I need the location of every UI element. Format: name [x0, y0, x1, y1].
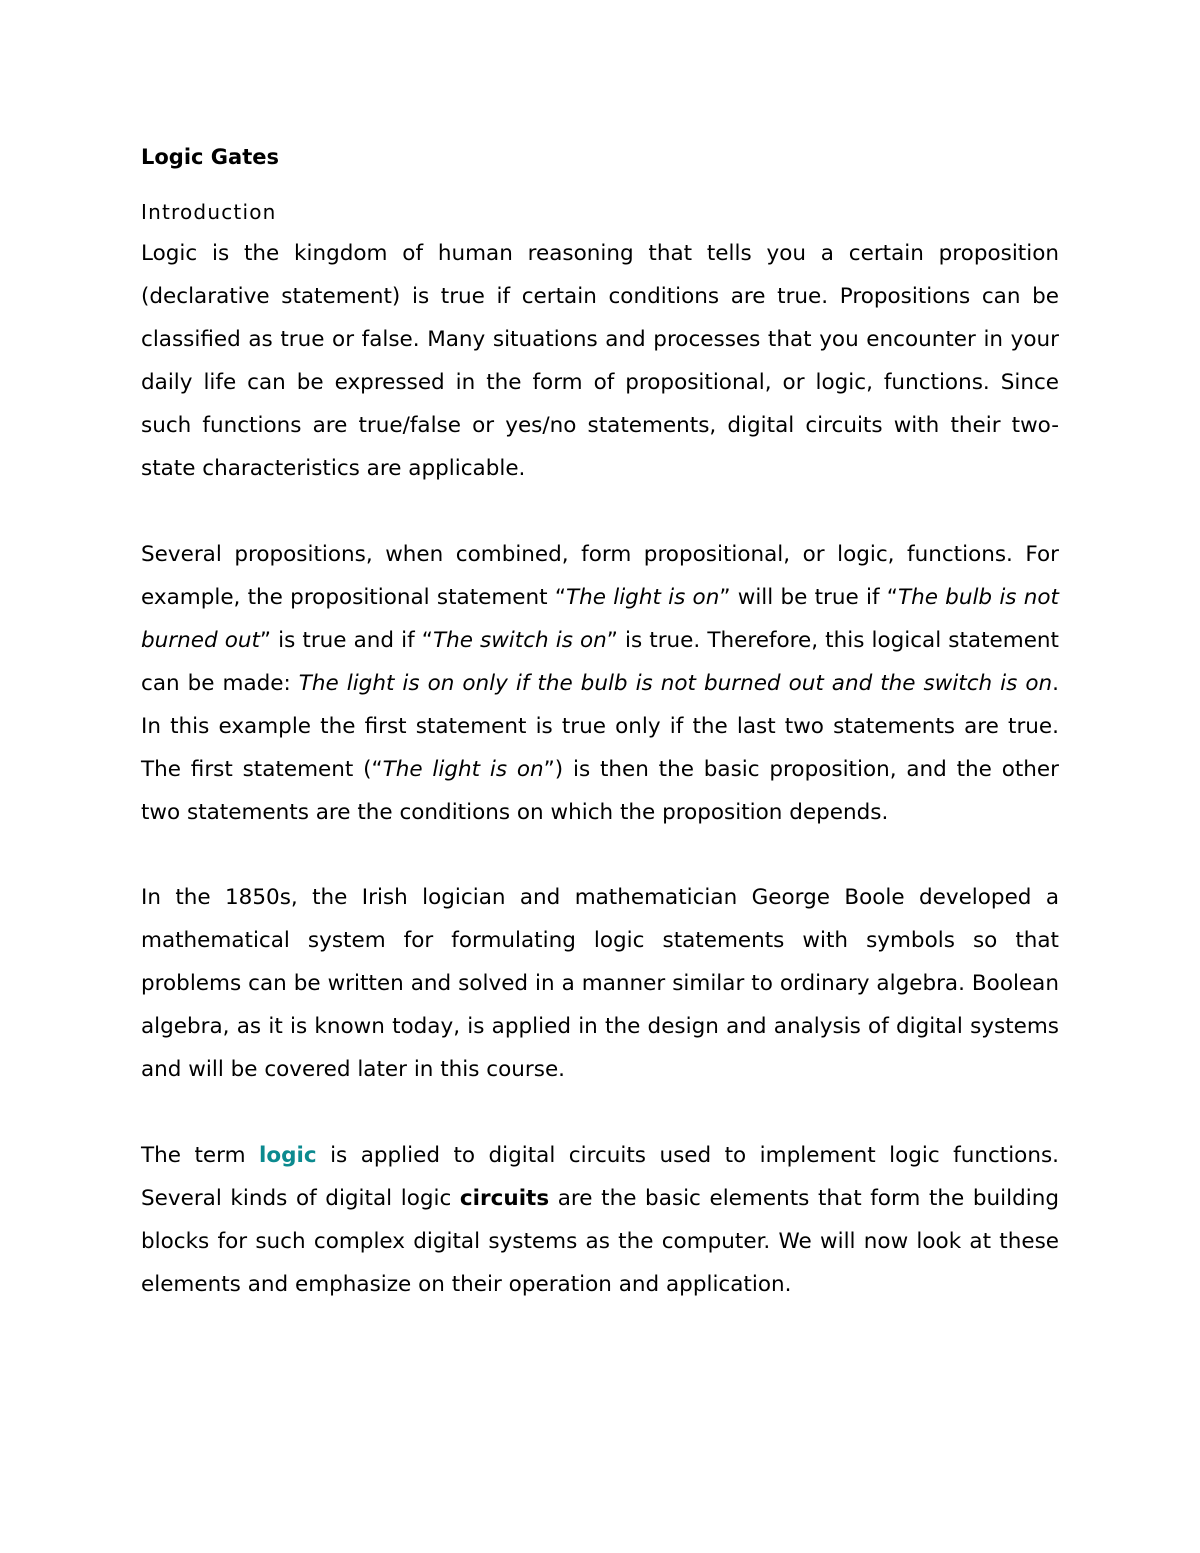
bold-term-circuits: circuits: [459, 1186, 550, 1211]
italic-quote: The switch is on: [432, 628, 607, 653]
text-run: ” is true and if “: [259, 628, 433, 653]
italic-quote: The light is on: [382, 757, 544, 782]
text-run: The term: [141, 1143, 259, 1168]
text-run: . In this example the first statement is true only if the last two statements are true. The first statement (“: [141, 671, 1059, 782]
paragraph-boole: In the 1850s, the Irish logician and mathematician George Boole developed a mathematical system for formulating logic statements with symbols so that problems can be written and solved in a manner similar to ordinary algebra. Boolean algebra, as it is known today, is applied in the design and analysis of digital systems and will be covered later in this course.: [141, 885, 1059, 1082]
paragraph-logic-term: [141, 1134, 1059, 1306]
text-run: Several propositions, when combined, form propositional, or logic, functions. For example, the propositional statement “: [141, 542, 1059, 610]
document-title: Logic Gates: [141, 145, 279, 169]
text-run: ”) is then the basic proposition, and the other two statements are the conditions on which the proposition depends.: [141, 757, 1059, 825]
text-run: ” is true. Therefore, this logical statement can be made:: [141, 628, 1059, 696]
paragraph-propositions: [141, 533, 1059, 834]
italic-quote: The bulb is not burned out: [141, 585, 1059, 653]
highlighted-term-logic: logic: [258, 1143, 317, 1168]
paragraph-intro: Logic is the kingdom of human reasoning that tells you a certain proposition (declarative statement) is true if certain conditions are true. Propositions can be classified as true or false. Many situations and processes that you encounter in your daily life can be expressed in the form of propositional, or logic, functions. Since such functions are true/false or yes/no statements, digital circuits with their two-state characteristics are applicable.: [141, 241, 1059, 481]
text-run: are the basic elements that form the building blocks for such complex digital systems as the computer. We will now look at these elements and emphasize on their operation and application.: [141, 1186, 1060, 1297]
text-run: is applied to digital circuits used to implement logic functions. Several kinds of digital logic: [141, 1143, 1059, 1211]
section-heading: Introduction: [141, 200, 277, 224]
italic-statement: The light is on only if the bulb is not burned out and the switch is on: [298, 671, 1053, 696]
italic-quote: The light is on: [565, 585, 720, 610]
text-run: ” will be true if “: [719, 585, 898, 610]
